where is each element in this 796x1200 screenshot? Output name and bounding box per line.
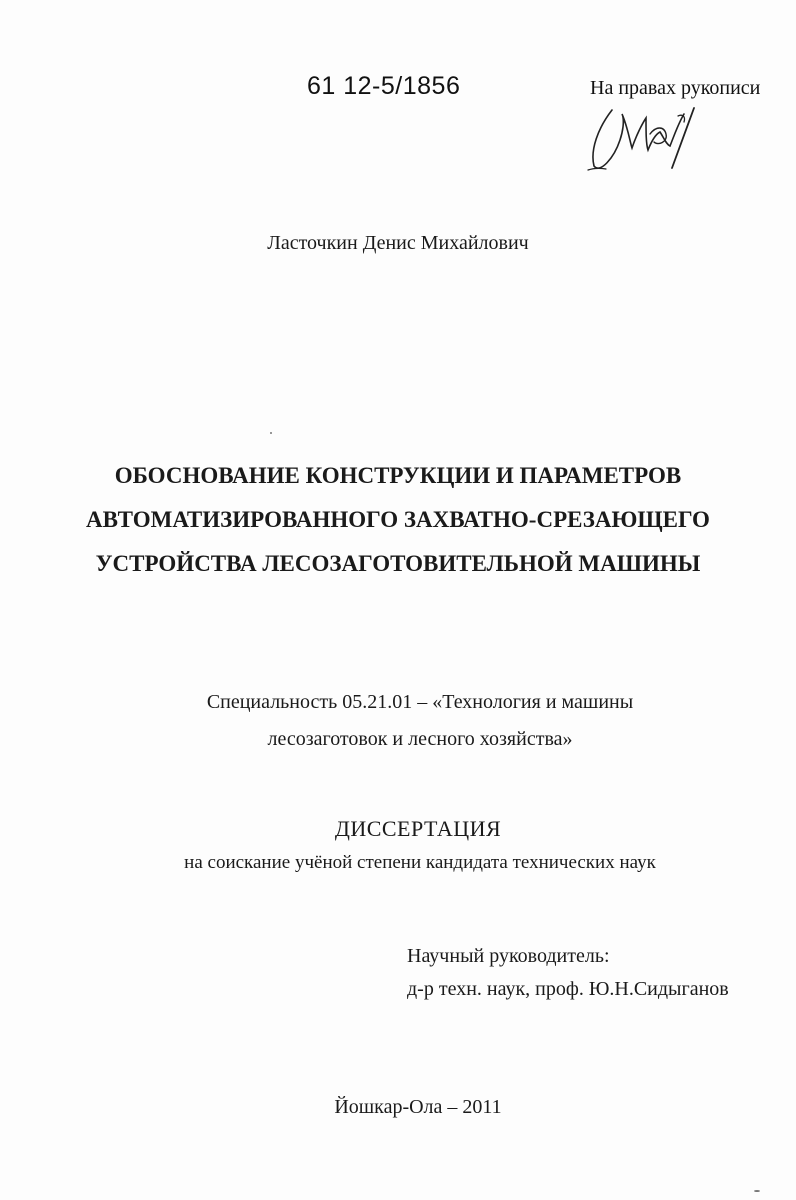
manuscript-rights-note: На правах рукописи: [590, 77, 761, 99]
supervisor-block: [407, 940, 729, 1006]
handwritten-signature: [584, 88, 704, 176]
title-line: ОБОСНОВАНИЕ КОНСТРУКЦИИ И ПАРАМЕТРОВ: [114, 463, 682, 488]
title-line: АВТОМАТИЗИРОВАННОГО ЗАХВАТНО-СРЕЗАЮЩЕГО: [86, 507, 710, 532]
title-line: УСТРОЙСТВА ЛЕСОЗАГОТОВИТЕЛЬНОЙ МАШИНЫ: [95, 551, 701, 576]
scan-speck: [270, 432, 272, 434]
degree-line: на соискание учёной степени кандидата технических наук: [184, 852, 656, 873]
author-name: Ласточкин Денис Михайлович: [267, 232, 529, 254]
supervisor-name: д-р техн. наук, проф. Ю.Н.Сидыганов: [407, 978, 729, 1000]
library-stamp-code: 61 12-5/1856: [307, 72, 461, 100]
scan-speck: [754, 1190, 760, 1192]
signature-underline: [588, 168, 606, 170]
supervisor-label: Научный руководитель:: [407, 945, 610, 967]
city-year: Йошкар-Ола – 2011: [334, 1096, 502, 1118]
specialty-block: [0, 684, 796, 758]
dissertation-title: [0, 454, 796, 586]
specialty-line-2: лесозаготовок и лесного хозяйства»: [267, 728, 573, 750]
specialty-line-1: Специальность 05.21.01 – «Технология и машины: [206, 691, 634, 713]
signature-stroke-main: [593, 110, 684, 168]
document-type: ДИССЕРТАЦИЯ: [334, 816, 502, 841]
